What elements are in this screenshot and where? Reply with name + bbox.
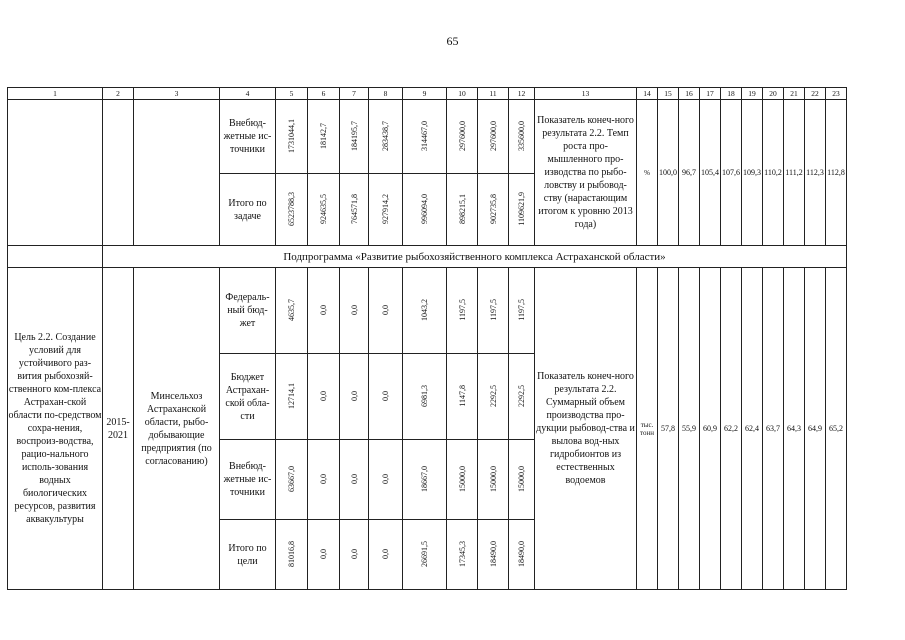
funding-value [340,520,369,590]
funding-value [403,268,447,354]
column-number: 14 [637,88,658,100]
target-value: 63,7 [763,268,784,590]
funding-value-text: 1109621,9 [517,191,526,226]
target-value: 62,2 [721,268,742,590]
funding-source: Итого по задаче [220,174,276,246]
funding-value [276,354,308,440]
funding-value [308,100,340,174]
program-table [7,87,847,590]
funding-source: Федераль-ный бюд-жет [220,268,276,354]
funding-value [403,440,447,520]
target-value: 111,2 [784,100,805,246]
funding-value [478,520,509,590]
funding-value-text: 81016,8 [287,540,296,567]
funding-value [276,520,308,590]
funding-value-text: 0,0 [349,548,359,559]
indicator-cell: Показатель конеч-ного результата 2.2. Суммарный объем производства про-дукции рыбовод-ства и вылова вод-ных гидробионтов из естественных водоемов [535,268,637,590]
column-number: 16 [679,88,700,100]
funding-value-text: 0,0 [349,473,359,484]
funding-value-text: 1197,5 [488,298,498,321]
column-number: 18 [721,88,742,100]
column-number: 9 [403,88,447,100]
funding-value [509,174,535,246]
column-number: 17 [700,88,721,100]
funding-value-text: 0,0 [381,473,390,484]
funding-value [276,268,308,354]
funding-value [369,520,403,590]
column-number: 10 [447,88,478,100]
funding-value [340,268,369,354]
funding-value-text: 17345,3 [457,540,467,567]
column-number-row [8,88,847,100]
funding-value [447,440,478,520]
funding-value [447,174,478,246]
funding-value [447,100,478,174]
funding-row [8,268,847,354]
funding-value-text: 184195,7 [349,120,359,151]
column-number: 12 [509,88,535,100]
subprogram-title: Подпрограмма «Развитие рыбохозяйственного комплекса Астраханской области» [103,246,847,268]
funding-value-text: 1147,8 [457,384,467,407]
target-value: 60,9 [700,268,721,590]
unit-cell: тыс. тонн [637,268,658,590]
column-number: 19 [742,88,763,100]
funding-source: Итого по цели [220,520,276,590]
target-value: 57,8 [658,268,679,590]
funding-value-text: 297600,0 [457,120,467,151]
funding-value [447,520,478,590]
column-number: 7 [340,88,369,100]
column-number: 21 [784,88,805,100]
funding-value [276,440,308,520]
funding-value [447,268,478,354]
funding-value-text: 18667,0 [420,465,429,492]
funding-value-text: 15000,0 [517,465,526,492]
column-number: 4 [220,88,276,100]
funding-value [308,174,340,246]
funding-value-text: 927914,2 [381,193,390,224]
funding-value-text: 18490,0 [488,540,498,567]
funding-value-text: 15000,0 [488,465,498,492]
funding-value-text: 0,0 [319,548,328,559]
target-value: 105,4 [700,100,721,246]
target-value: 96,7 [679,100,700,246]
target-value: 64,9 [805,268,826,590]
column-number: 5 [276,88,308,100]
funding-value-text: 0,0 [381,390,390,401]
funding-row [8,100,847,174]
column-number: 22 [805,88,826,100]
funding-value [276,174,308,246]
funding-value-text: 2292,5 [488,384,498,407]
column-number: 13 [535,88,637,100]
column-number: 6 [308,88,340,100]
target-value: 62,4 [742,268,763,590]
funding-value [478,354,509,440]
funding-value [478,268,509,354]
funding-value-text: 6523788,3 [287,191,296,226]
executor-cell [134,100,220,246]
funding-value [369,100,403,174]
goal-cell [8,100,103,246]
page-number: 65 [446,34,459,48]
target-value: 110,2 [763,100,784,246]
funding-value-text: 12714,1 [287,382,296,409]
funding-value [509,354,535,440]
funding-value-text: 0,0 [319,390,328,401]
target-value: 107,6 [721,100,742,246]
subprogram-blank [8,246,103,268]
funding-source: Внебюд-жетные ис-точники [220,100,276,174]
funding-value-text: 18490,0 [517,540,526,567]
funding-value-text: 1197,5 [517,298,526,321]
executor-cell: Минсельхоз Астраханской области, рыбо-добывающие предприятия (по согласованию) [134,268,220,590]
funding-source: Внебюд-жетные ис-точники [220,440,276,520]
funding-value-text: 297600,0 [488,120,498,151]
funding-value-text: 996094,0 [420,193,429,224]
funding-value-text: 1043,2 [420,298,429,321]
funding-value [276,100,308,174]
funding-value [369,354,403,440]
funding-value [369,440,403,520]
funding-value-text: 902735,8 [488,193,498,224]
column-number: 2 [103,88,134,100]
indicator-cell: Показатель конеч-ного результата 2.2. Темп роста про-мышленного про-изводства по рыбо-ловству и рыбовод-ству (нарастающим итогом к уровню 2013 года) [535,100,637,246]
funding-value [369,268,403,354]
target-value: 112,8 [826,100,847,246]
funding-value [403,354,447,440]
funding-value-text: 314467,0 [420,120,429,151]
period-cell: 2015-2021 [103,268,134,590]
funding-value-text: 26691,5 [420,540,429,567]
funding-value-text: 63667,0 [287,465,296,492]
funding-value [509,520,535,590]
column-number: 23 [826,88,847,100]
funding-value-text: 924635,5 [319,193,328,224]
column-number: 15 [658,88,679,100]
funding-value [403,174,447,246]
period-cell [103,100,134,246]
funding-value-text: 18142,7 [319,122,328,149]
funding-value-text: 6981,3 [420,384,429,407]
target-value: 65,2 [826,268,847,590]
funding-value-text: 0,0 [381,548,390,559]
target-value: 55,9 [679,268,700,590]
funding-value [340,100,369,174]
funding-value [340,440,369,520]
funding-value [478,174,509,246]
goal-cell: Цель 2.2. Создание условий для устойчивого раз-вития рыбохозяй-ственного ком-плекса Астрахан-ской области по-средством сохра-нения, воспроиз-водства, рацио-нального исполь-зования водных биологических ресурсов, развития аквакультуры [8,268,103,590]
funding-value [509,440,535,520]
subprogram-row [8,246,847,268]
target-value: 109,3 [742,100,763,246]
target-value: 112,3 [805,100,826,246]
unit-cell: % [637,100,658,246]
funding-value [509,100,535,174]
funding-value [340,174,369,246]
column-number: 3 [134,88,220,100]
funding-value-text: 4635,7 [287,298,296,321]
funding-value-text: 0,0 [381,304,390,315]
funding-value-text: 283438,7 [381,120,390,151]
funding-value [308,440,340,520]
column-number: 8 [369,88,403,100]
funding-value-text: 2292,5 [517,384,526,407]
funding-value-text: 0,0 [319,304,328,315]
funding-value-text: 1731044,1 [287,118,296,153]
column-number: 1 [8,88,103,100]
funding-value [340,354,369,440]
funding-value [308,268,340,354]
funding-value [447,354,478,440]
funding-value [509,268,535,354]
target-value: 64,3 [784,268,805,590]
funding-value-text: 0,0 [349,390,359,401]
funding-value [308,520,340,590]
funding-value [403,100,447,174]
column-number: 11 [478,88,509,100]
funding-value-text: 0,0 [349,304,359,315]
funding-value-text: 15000,0 [457,465,467,492]
funding-value [478,100,509,174]
funding-value-text: 0,0 [319,473,328,484]
funding-value [308,354,340,440]
funding-value-text: 764571,8 [349,193,359,224]
funding-source: Бюджет Астрахан-ской обла-сти [220,354,276,440]
column-number: 20 [763,88,784,100]
funding-value [478,440,509,520]
funding-value-text: 898215,1 [457,193,467,224]
funding-value-text: 335600,0 [517,120,526,151]
funding-value-text: 1197,5 [457,298,467,321]
funding-value [369,174,403,246]
target-value: 100,0 [658,100,679,246]
funding-value [403,520,447,590]
